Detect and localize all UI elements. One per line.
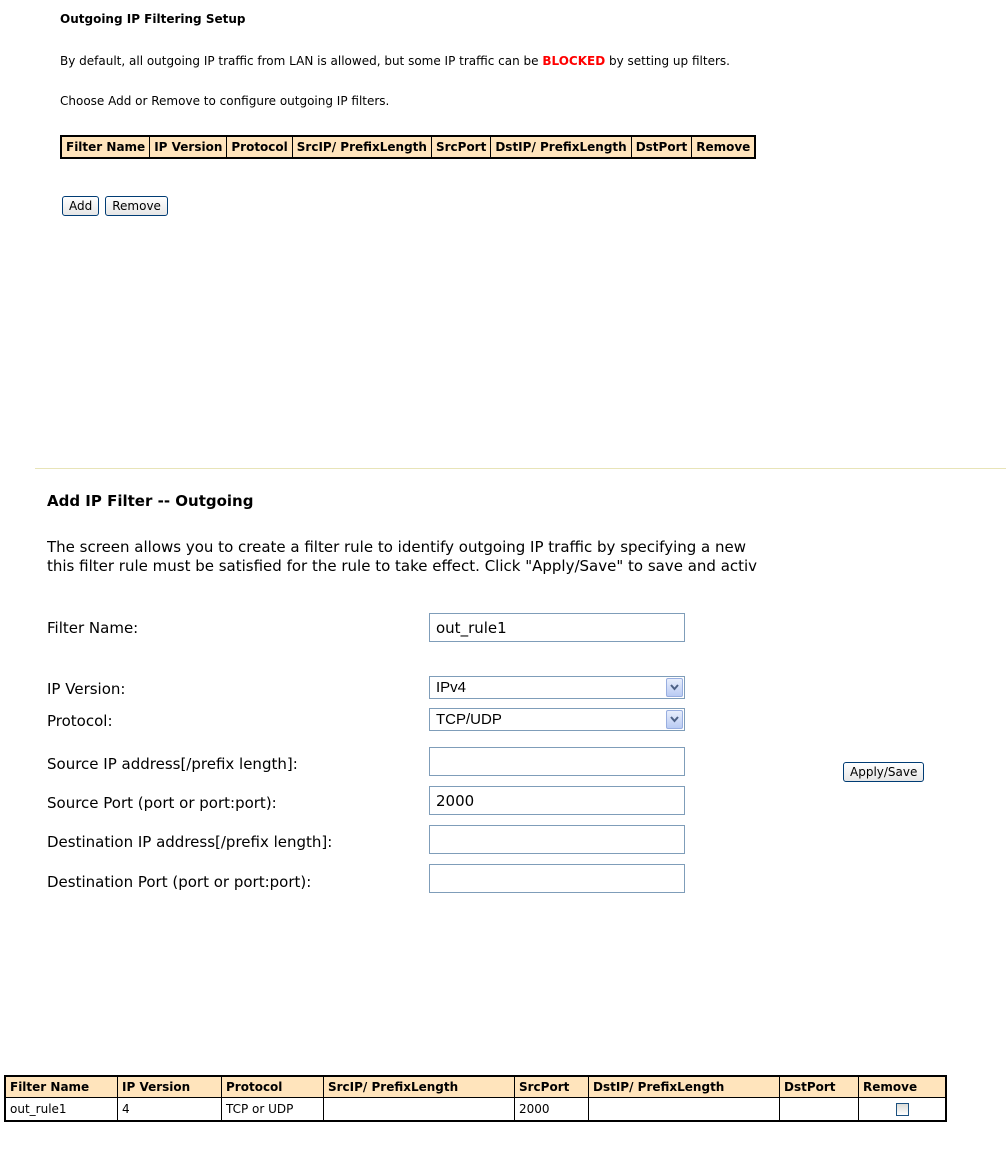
table-row bbox=[5, 1098, 946, 1122]
ip-version-select[interactable] bbox=[429, 676, 685, 699]
cell-src-ip bbox=[324, 1098, 515, 1122]
col-src-port: SrcPort bbox=[515, 1076, 589, 1098]
description-line-1: The screen allows you to create a filter rule to identify outgoing IP traffic by specifying a new bbox=[47, 538, 747, 556]
ip-version-label: IP Version: bbox=[47, 680, 126, 698]
source-port-label: Source Port (port or port:port): bbox=[47, 794, 277, 812]
chevron-down-icon bbox=[670, 716, 679, 723]
section-divider bbox=[35, 468, 1006, 469]
filters-table bbox=[4, 1075, 947, 1122]
source-ip-label: Source IP address[/prefix length]: bbox=[47, 755, 298, 773]
table-header-row bbox=[5, 1076, 946, 1098]
cell-dst-ip bbox=[589, 1098, 780, 1122]
col-protocol: Protocol bbox=[227, 136, 292, 158]
col-dst-ip: DstIP/ PrefixLength bbox=[589, 1076, 780, 1098]
chevron-down-icon bbox=[670, 684, 679, 691]
col-dst-port: DstPort bbox=[631, 136, 692, 158]
ip-version-dropdown-button[interactable] bbox=[666, 678, 683, 697]
remove-checkbox[interactable] bbox=[896, 1103, 909, 1116]
filters-table-empty bbox=[60, 135, 756, 159]
col-filter-name: Filter Name bbox=[61, 136, 150, 158]
cell-filter-name: out_rule1 bbox=[5, 1098, 118, 1122]
col-ip-version: IP Version bbox=[150, 136, 227, 158]
cell-remove bbox=[859, 1098, 947, 1122]
destination-port-input[interactable] bbox=[429, 864, 685, 893]
description-line-2: this filter rule must be satisfied for the rule to take effect. Click "Apply/Save" to save and activ bbox=[47, 557, 758, 575]
ip-version-selected: IPv4 bbox=[436, 679, 467, 696]
default-policy-text-end: by setting up filters. bbox=[605, 54, 730, 68]
default-policy-text bbox=[60, 54, 730, 68]
add-filter-description bbox=[47, 538, 992, 576]
remove-button[interactable]: Remove bbox=[105, 196, 168, 216]
filter-name-label: Filter Name: bbox=[47, 619, 139, 637]
col-src-ip: SrcIP/ PrefixLength bbox=[292, 136, 431, 158]
blocked-keyword: BLOCKED bbox=[542, 54, 606, 68]
page-title: Outgoing IP Filtering Setup bbox=[60, 12, 246, 26]
cell-protocol: TCP or UDP bbox=[222, 1098, 324, 1122]
col-remove: Remove bbox=[859, 1076, 947, 1098]
col-src-ip: SrcIP/ PrefixLength bbox=[324, 1076, 515, 1098]
table-actions bbox=[62, 195, 174, 216]
col-filter-name: Filter Name bbox=[5, 1076, 118, 1098]
protocol-dropdown-button[interactable] bbox=[666, 710, 683, 729]
destination-ip-label: Destination IP address[/prefix length]: bbox=[47, 833, 333, 851]
add-button[interactable]: Add bbox=[62, 196, 99, 216]
col-dst-ip: DstIP/ PrefixLength bbox=[491, 136, 631, 158]
cell-src-port: 2000 bbox=[515, 1098, 589, 1122]
col-ip-version: IP Version bbox=[118, 1076, 222, 1098]
col-remove: Remove bbox=[692, 136, 756, 158]
table-header-row bbox=[61, 136, 755, 158]
apply-save-button[interactable]: Apply/Save bbox=[843, 762, 924, 782]
col-dst-port: DstPort bbox=[780, 1076, 859, 1098]
destination-ip-input[interactable] bbox=[429, 825, 685, 854]
protocol-label: Protocol: bbox=[47, 712, 113, 730]
source-ip-input[interactable] bbox=[429, 747, 685, 776]
protocol-select[interactable] bbox=[429, 708, 685, 731]
col-protocol: Protocol bbox=[222, 1076, 324, 1098]
col-src-port: SrcPort bbox=[431, 136, 490, 158]
cell-dst-port bbox=[780, 1098, 859, 1122]
source-port-input[interactable] bbox=[429, 786, 685, 815]
protocol-selected: TCP/UDP bbox=[436, 711, 502, 728]
add-filter-title: Add IP Filter -- Outgoing bbox=[47, 492, 254, 510]
cell-ip-version: 4 bbox=[118, 1098, 222, 1122]
instructions-text: Choose Add or Remove to configure outgoing IP filters. bbox=[60, 94, 390, 108]
destination-port-label: Destination Port (port or port:port): bbox=[47, 873, 312, 891]
filter-name-input[interactable] bbox=[429, 613, 685, 642]
default-policy-text-start: By default, all outgoing IP traffic from LAN is allowed, but some IP traffic can be bbox=[60, 54, 543, 68]
